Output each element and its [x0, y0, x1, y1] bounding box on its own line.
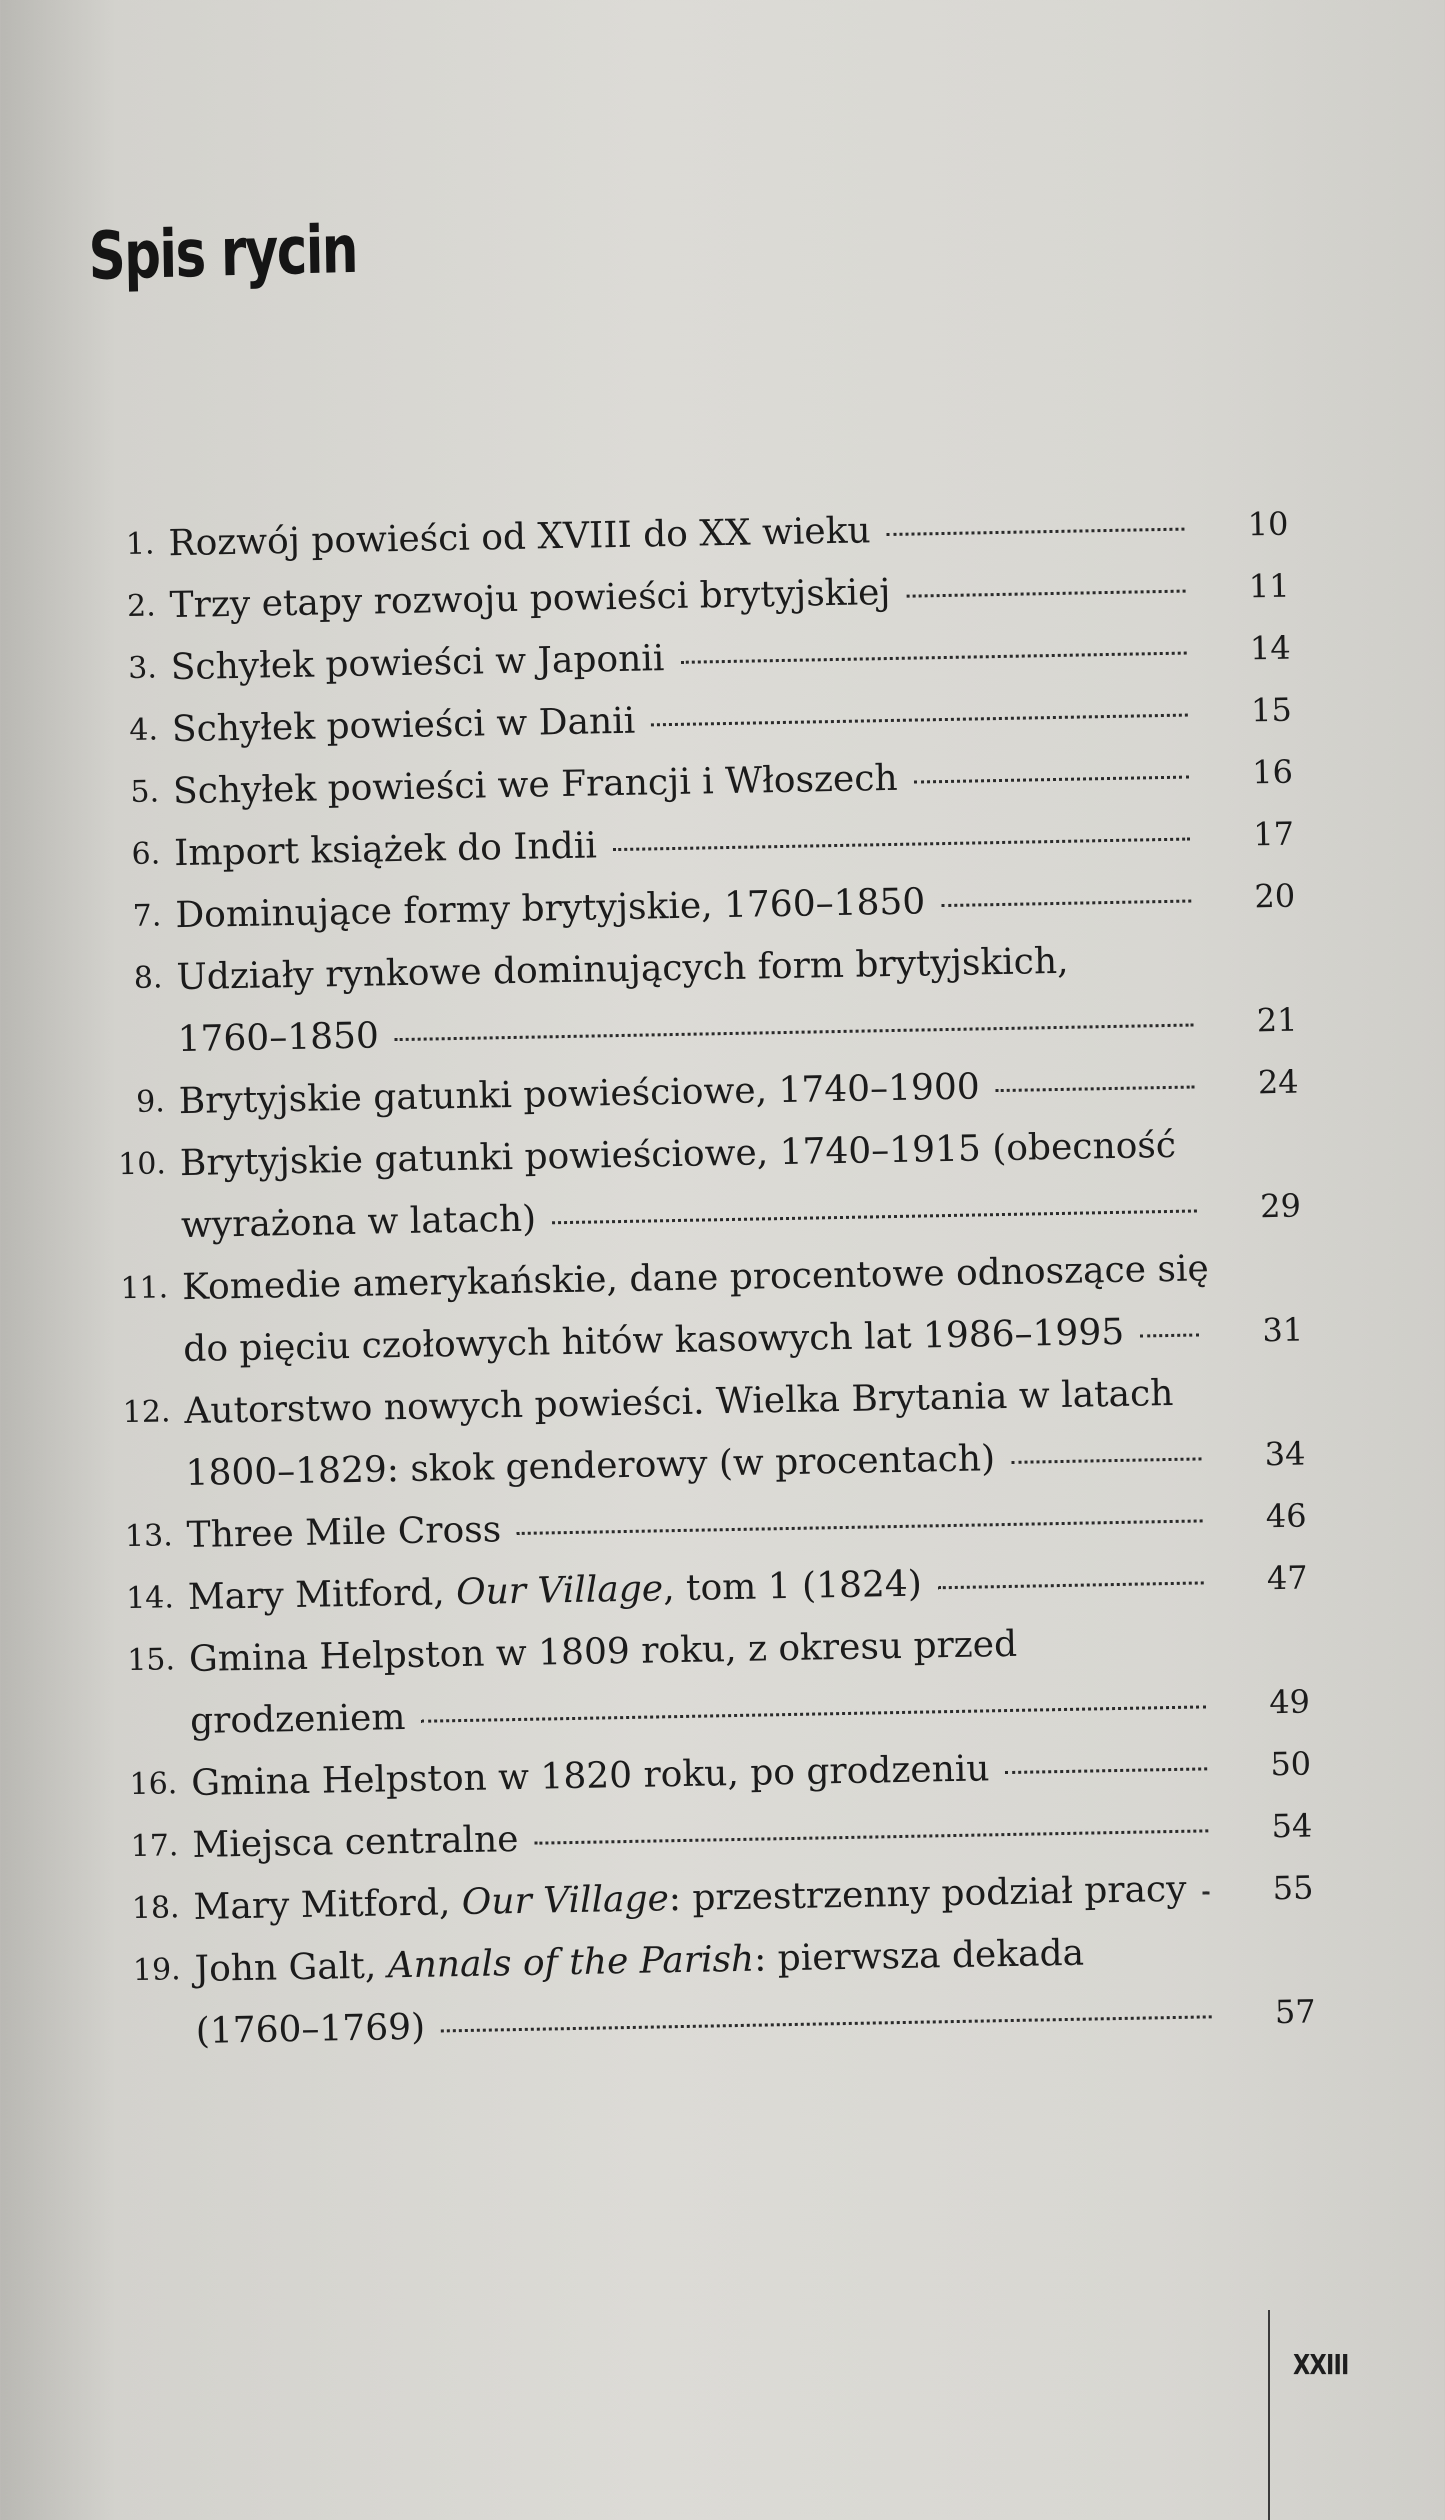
entry-title-continued: 1760–1850: [177, 1015, 380, 1061]
entry-title: Schyłek powieści we Francji i Włoszech: [172, 757, 898, 813]
page-number: XXIII: [1293, 2348, 1349, 2381]
entry-number: 16.: [129, 1766, 178, 1803]
entry-title: Udziały rynkowe dominujących form brytyjskich,: [176, 940, 1069, 999]
entry-number: 3.: [127, 650, 158, 686]
entry-title: Brytyjskie gatunki powieściowe, 1740–1900: [178, 1066, 981, 1123]
list-item: [81, 1112, 1333, 1259]
table-of-figures: [70, 492, 1348, 2065]
entry-title: Schyłek powieści w Japonii: [170, 638, 665, 689]
entry-title: Schyłek powieści w Danii: [171, 700, 636, 751]
dot-leader: [395, 1023, 1194, 1041]
entry-number: 18.: [131, 1890, 180, 1927]
dot-leader: [613, 838, 1190, 852]
entry-title-continued: (1760–1769): [195, 2006, 426, 2052]
entry-page: 15: [1250, 690, 1293, 730]
dot-leader: [914, 776, 1189, 784]
entry-number: 2.: [126, 588, 157, 624]
entry-page: 16: [1251, 752, 1294, 792]
entry-page: 46: [1265, 1496, 1307, 1536]
entry-number: 15.: [126, 1642, 176, 1679]
entry-page: 20: [1254, 876, 1296, 916]
dot-leader: [535, 1829, 1209, 1844]
folio-rule: [1268, 2310, 1270, 2520]
entry-title: Mary Mitford, Our Village: przestrzenny podział pracy: [193, 1868, 1187, 1928]
entry-title: Brytyjskie gatunki powieściowe, 1740–1915 (obecność: [179, 1124, 1177, 1185]
entry-title: Gmina Helpston w 1809 roku, z okresu przed: [188, 1623, 1018, 1681]
entry-title: Trzy etapy rozwoju powieści brytyjskiej: [169, 571, 891, 627]
entry-title: John Galt, Annals of the Parish: pierwsza dekada: [194, 1932, 1085, 1990]
entry-number: 10.: [117, 1146, 167, 1183]
entry-page: 21: [1256, 1000, 1298, 1040]
entry-page: 54: [1271, 1806, 1313, 1846]
entry-page: 49: [1268, 1682, 1311, 1722]
entry-page: 11: [1248, 566, 1290, 606]
page-title: Spis rycin: [88, 210, 358, 295]
entry-number: 9.: [135, 1084, 166, 1120]
entry-page: 57: [1274, 1992, 1316, 2032]
entry-page: 31: [1262, 1310, 1304, 1350]
entry-number: 12.: [122, 1394, 171, 1431]
entry-page: 14: [1249, 628, 1291, 668]
entry-number: 8.: [133, 960, 163, 996]
list-item: [84, 1236, 1336, 1383]
entry-title: Gmina Helpston w 1820 roku, po grodzeniu: [190, 1748, 990, 1804]
dot-leader: [938, 1581, 1204, 1589]
dot-leader: [422, 1705, 1207, 1722]
list-item: [78, 926, 1330, 1073]
entry-title: Import książek do Indii: [173, 825, 598, 875]
dot-leader: [1006, 1767, 1208, 1774]
entry-number: 4.: [129, 712, 159, 748]
italic-work-title: Annals of the Parish: [387, 1938, 755, 1987]
entry-page: 29: [1259, 1186, 1302, 1226]
entry-title: Rozwój powieści od XVIII do XX wieku: [168, 510, 871, 565]
list-item: [96, 1918, 1348, 2065]
entry-title-continued: grodzeniem: [189, 1697, 406, 1742]
list-item: [86, 1360, 1338, 1507]
entry-title: Dominujące formy brytyjskie, 1760–1850: [174, 881, 926, 937]
dot-leader: [941, 900, 1191, 908]
dot-leader: [1011, 1457, 1201, 1463]
dot-leader: [651, 714, 1188, 727]
entry-title: Autorstwo nowych powieści. Wielka Brytania w latach: [184, 1372, 1174, 1433]
dot-leader: [517, 1519, 1202, 1535]
dot-leader: [441, 2015, 1212, 2032]
entry-title: Three Mile Cross: [186, 1509, 502, 1557]
entry-number: 19.: [132, 1952, 181, 1989]
list-item: [90, 1608, 1342, 1755]
entry-page: 55: [1272, 1868, 1314, 1908]
entry-number: 6.: [131, 836, 161, 872]
entry-number: 14.: [125, 1580, 175, 1617]
entry-page: 34: [1264, 1434, 1306, 1474]
entry-number: 11.: [120, 1270, 169, 1307]
dot-leader: [1140, 1333, 1199, 1337]
dot-leader: [1203, 1891, 1210, 1894]
entry-number: 7.: [132, 898, 162, 934]
entry-title-continued: wyrażona w latach): [180, 1198, 537, 1247]
entry-title: Miejsca centralne: [192, 1819, 519, 1866]
dot-leader: [887, 528, 1185, 536]
entry-page: 50: [1270, 1744, 1312, 1784]
entry-number: 13.: [124, 1518, 174, 1555]
entry-page: 17: [1252, 814, 1295, 854]
entry-page: 24: [1257, 1062, 1299, 1102]
entry-page: 10: [1247, 504, 1289, 544]
entry-title: Mary Mitford, Our Village, tom 1 (1824): [187, 1563, 923, 1619]
entry-number: 5.: [130, 774, 160, 810]
dot-leader: [907, 590, 1186, 598]
dot-leader: [680, 652, 1186, 664]
entry-number: 1.: [125, 526, 155, 562]
entry-number: 17.: [130, 1828, 179, 1865]
dot-leader: [996, 1085, 1195, 1092]
entry-title-continued: 1800–1829: skok genderowy (w procentach): [185, 1438, 996, 1495]
entry-title-continued: do pięciu czołowych hitów kasowych lat 1986–1995: [182, 1311, 1125, 1371]
italic-work-title: Our Village: [461, 1878, 670, 1924]
entry-page: 47: [1266, 1558, 1309, 1598]
dot-leader: [552, 1209, 1197, 1224]
entry-title: Komedie amerykańskie, dane procentowe odnoszące się: [181, 1248, 1210, 1309]
italic-work-title: Our Village: [455, 1568, 664, 1614]
